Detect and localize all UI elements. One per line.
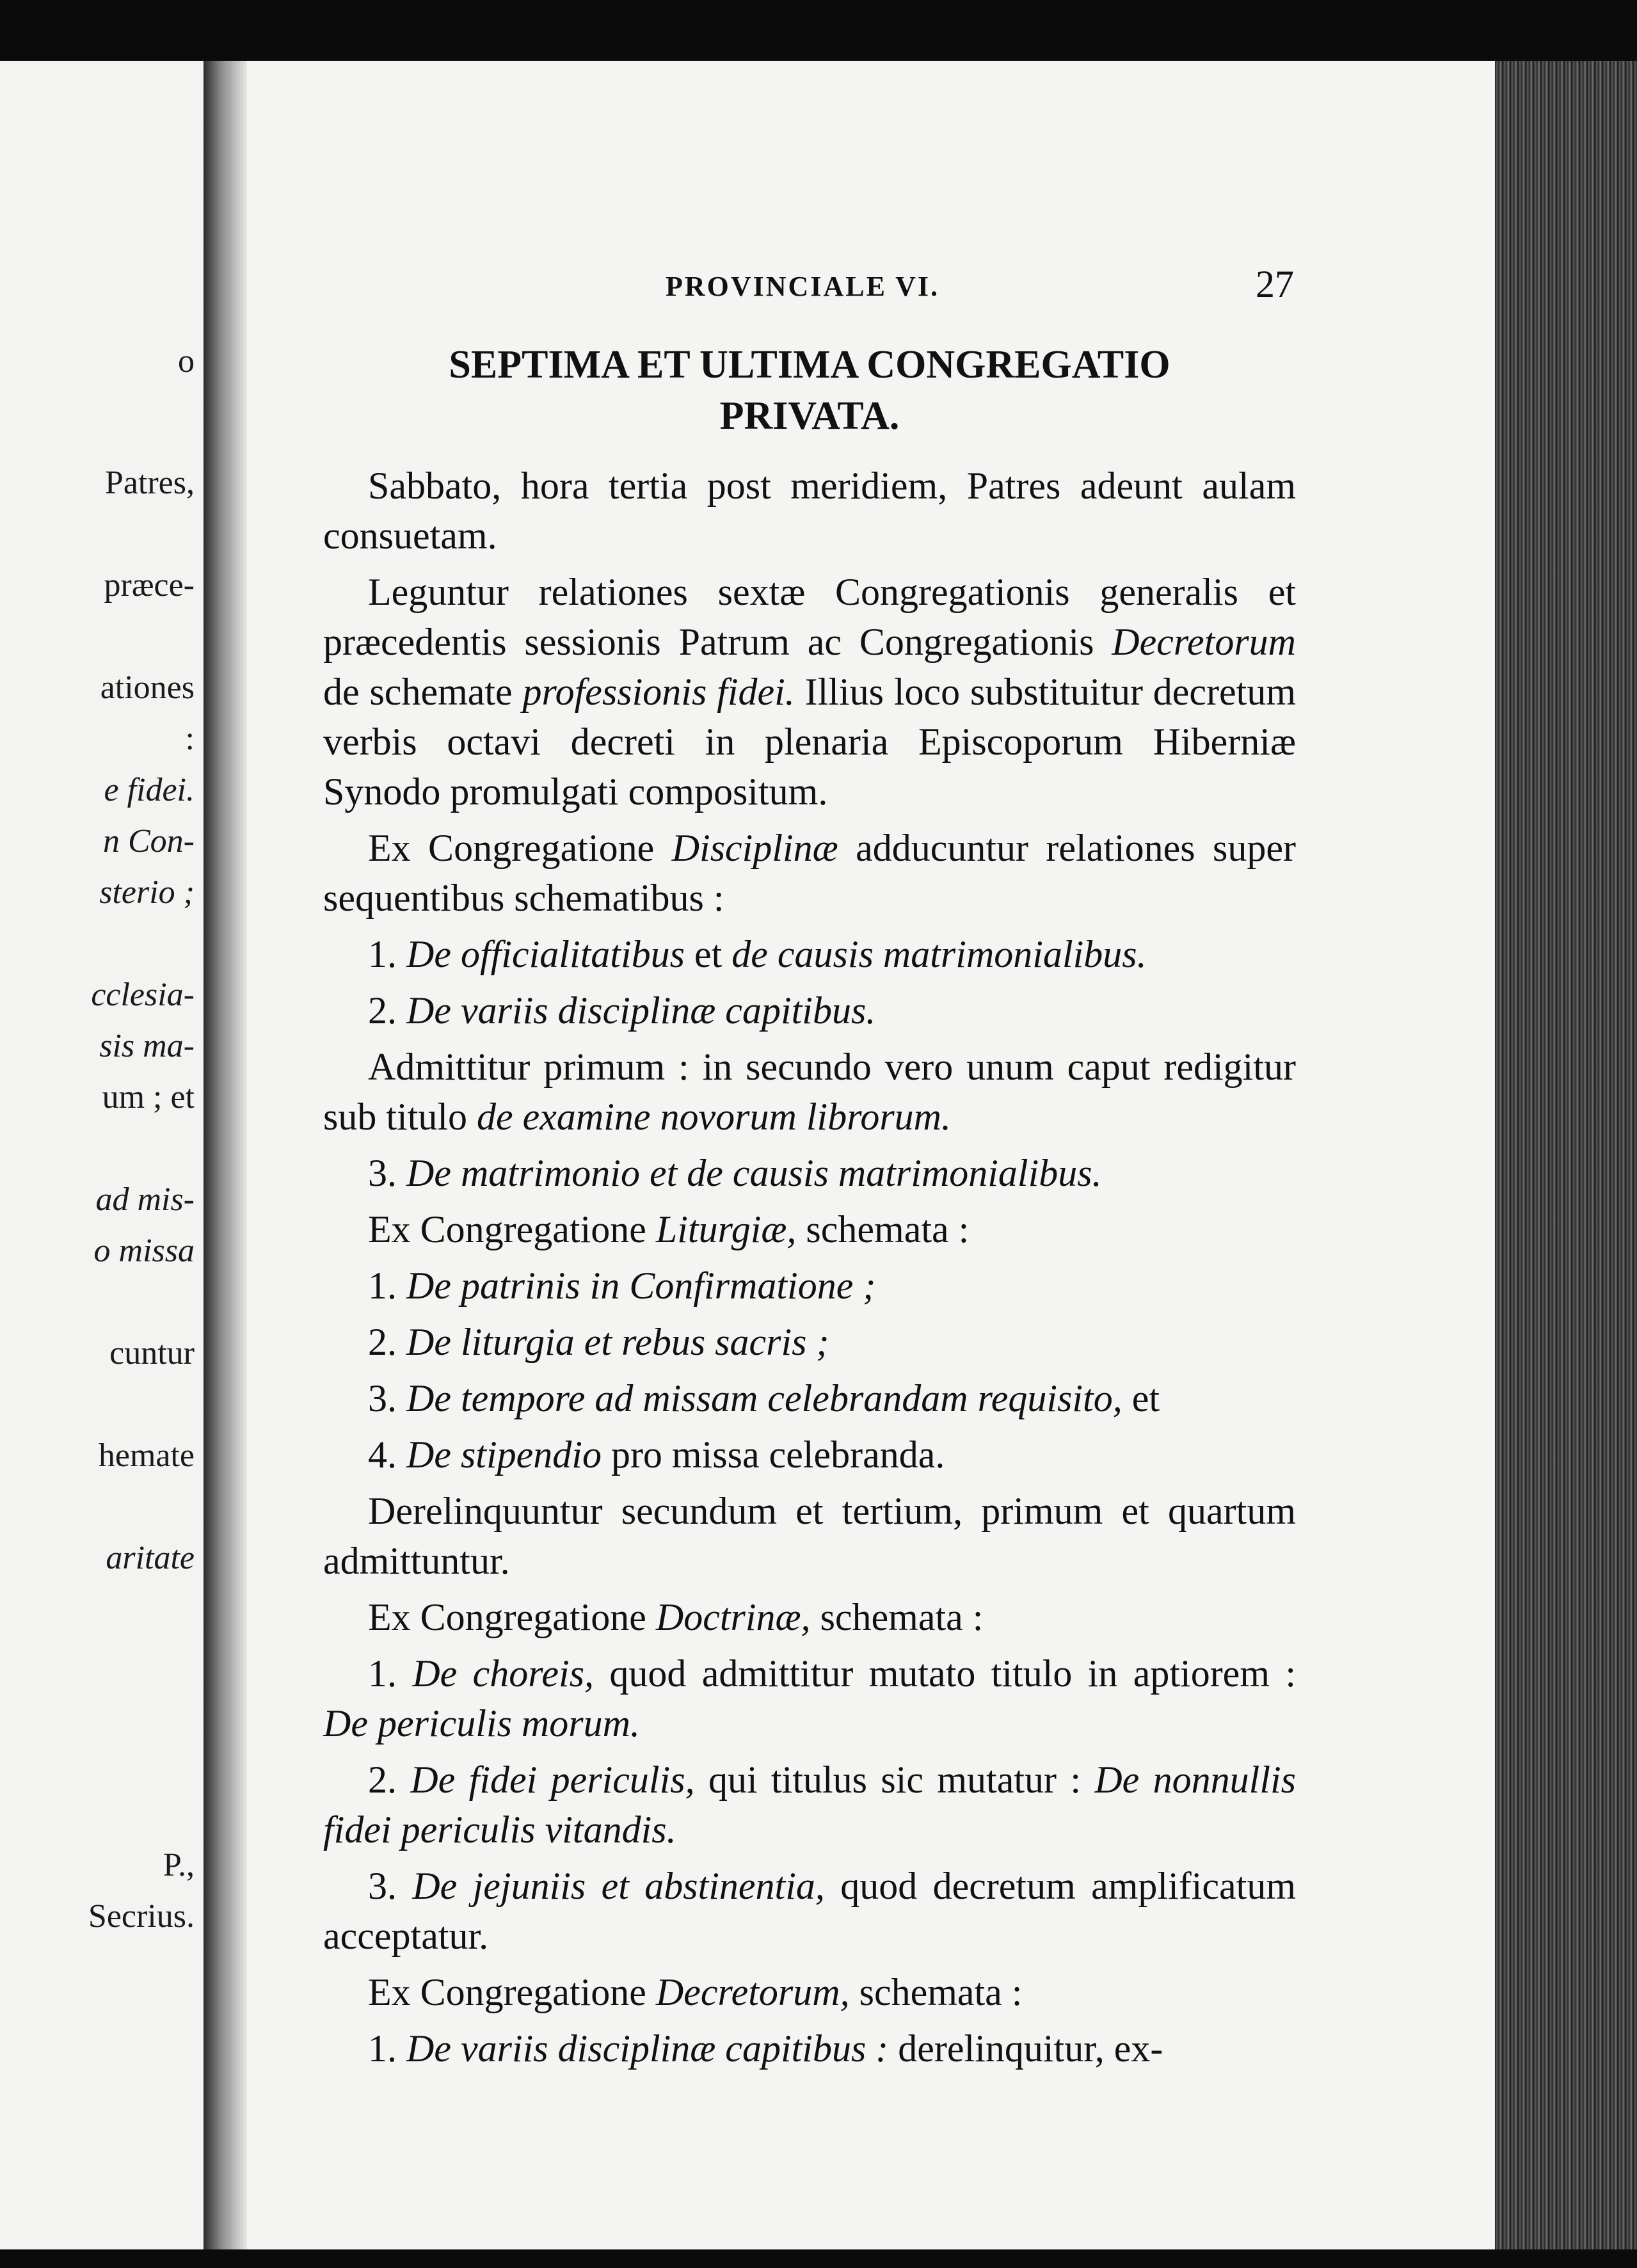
left-fragment: : bbox=[185, 721, 195, 757]
list-item: 2. De fidei periculis, qui titulus sic mutatur : De nonnullis fidei periculis vitandis. bbox=[323, 1759, 1297, 1851]
left-fragment: sterio ; bbox=[99, 874, 195, 911]
paragraph: Ex Congregatione Decretorum, schemata : bbox=[368, 1971, 1023, 2013]
left-fragment: ad mis- bbox=[95, 1181, 195, 1218]
heading-line: SEPTIMA ET ULTIMA CONGREGATIO bbox=[449, 343, 1170, 387]
list-item: 2. De liturgia et rebus sacris ; bbox=[368, 1321, 829, 1363]
facing-left-page bbox=[0, 61, 207, 2249]
paragraph: Leguntur relationes sextæ Congregationis generalis et præcedentis sessionis Patrum ac Congregationis Decretorum de schemate professionis fidei. Illius loco substituitur decretum verbis octavi decreti in plenaria Episcoporum Hiberniæ Synodo promulgati compositum. bbox=[323, 571, 1297, 813]
list-item: 1. De officialitatibus et de causis matrimonialibus. bbox=[368, 933, 1147, 975]
left-fragment: n Con- bbox=[103, 823, 195, 859]
page-edges bbox=[1495, 61, 1637, 2249]
paragraph: Admittitur primum : in secundo vero unum caput redigitur sub titulo de examine novorum librorum. bbox=[323, 1046, 1296, 1138]
left-fragment: um ; et bbox=[102, 1079, 195, 1115]
paragraph: Sabbato, hora tertia post meridiem, Patres adeunt aulam consuetam. bbox=[323, 465, 1296, 557]
section-heading bbox=[323, 339, 1296, 442]
list-item: 3. De jejuniis et abstinentia, quod decretum amplificatum acceptatur. bbox=[323, 1865, 1296, 1957]
left-fragment: o bbox=[178, 343, 195, 379]
book-gutter bbox=[204, 61, 247, 2249]
left-fragment: hemate bbox=[98, 1437, 195, 1474]
left-fragment: ationes bbox=[100, 669, 195, 706]
left-fragment: Patres, bbox=[104, 465, 195, 501]
list-item: 4. De stipendio pro missa celebranda. bbox=[368, 1433, 945, 1476]
left-fragment: præce- bbox=[104, 567, 195, 603]
left-fragment: Secrius. bbox=[88, 1898, 195, 1935]
list-item: 1. De choreis, quod admittitur mutato titulo in aptiorem : De periculis morum. bbox=[323, 1652, 1296, 1745]
left-fragment: aritate bbox=[106, 1540, 195, 1576]
paragraph: Ex Congregatione Doctrinæ, schemata : bbox=[368, 1596, 984, 1638]
list-item: 1. De variis disciplinæ capitibus : derelinquitur, ex- bbox=[368, 2027, 1163, 2070]
main-text bbox=[323, 339, 1296, 2080]
list-item: 3. De tempore ad missam celebrandam requisito, et bbox=[368, 1377, 1160, 1419]
list-item: 2. De variis disciplinæ capitibus. bbox=[368, 989, 876, 1032]
list-item: 3. De matrimonio et de causis matrimonialibus. bbox=[368, 1152, 1102, 1194]
left-fragment: P., bbox=[163, 1847, 195, 1883]
left-fragment: cuntur bbox=[109, 1335, 195, 1371]
list-item: 1. De patrinis in Confirmatione ; bbox=[368, 1265, 876, 1307]
left-fragment: cclesia- bbox=[91, 977, 195, 1013]
paragraph: Derelinquuntur secundum et tertium, primum et quartum admittuntur. bbox=[323, 1490, 1296, 1582]
left-fragment: o missa bbox=[93, 1233, 195, 1269]
left-fragment: sis ma- bbox=[99, 1028, 195, 1064]
paragraph: Ex Congregatione Liturgiæ, schemata : bbox=[368, 1208, 970, 1250]
page-number: 27 bbox=[1256, 263, 1294, 305]
running-head: PROVINCIALE VI. bbox=[666, 271, 940, 302]
paragraph: Ex Congregatione Disciplinæ adducuntur relationes super sequentibus schematibus : bbox=[323, 827, 1296, 919]
left-fragment: e fidei. bbox=[104, 772, 195, 808]
heading-line: PRIVATA. bbox=[719, 394, 900, 438]
